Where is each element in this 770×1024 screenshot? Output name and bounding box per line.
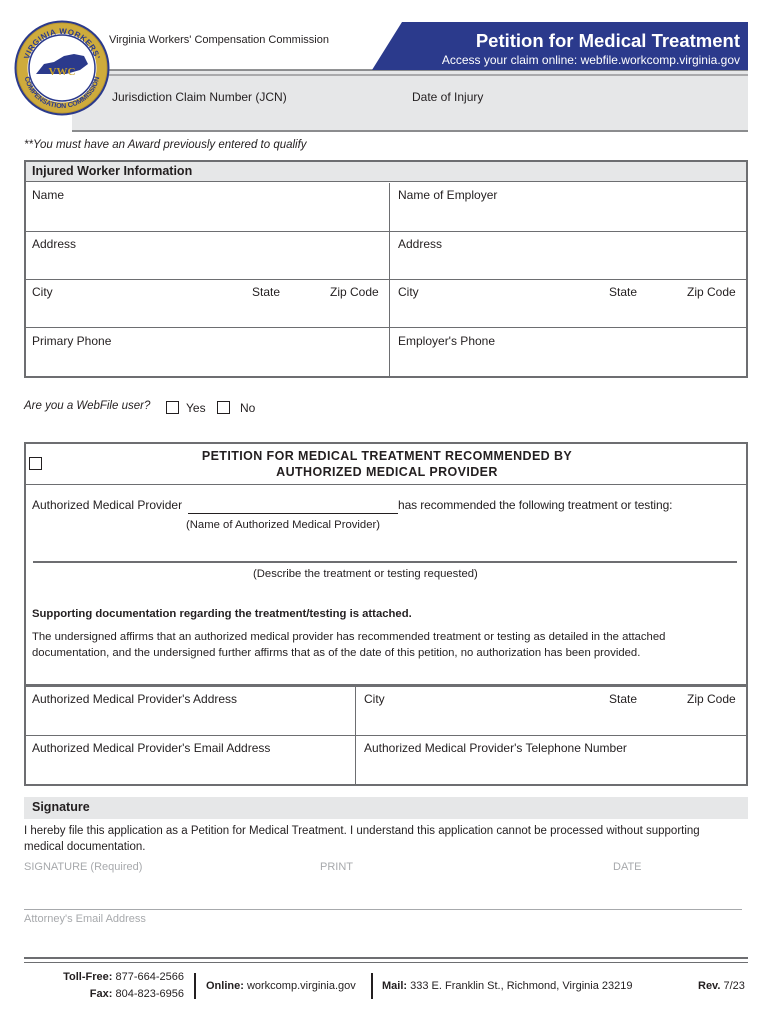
employer-name-field[interactable]: Name of Employer [398,188,498,202]
toll-free-label: Toll-Free: [63,971,113,983]
webfile-yes-label: Yes [186,401,206,415]
toll-free [58,971,184,983]
affirmation-text [32,629,744,661]
online-label: Online: [206,980,244,992]
city-field[interactable]: City [32,285,53,299]
footer-separator [371,973,373,999]
provider-label: Authorized Medical Provider [32,498,183,512]
jcn-field-label[interactable]: Jurisdiction Claim Number (JCN) [112,90,287,104]
affirmation-line1: The undersigned affirms that an authorized medical provider has recommended treatment or testing as detailed in the attached [32,631,666,643]
zip-field[interactable]: Zip Code [330,285,379,299]
supporting-documentation-note: Supporting documentation regarding the treatment/testing is attached. [32,608,412,620]
provider-name-input-line[interactable] [188,513,398,514]
petition-heading-line2: AUTHORIZED MEDICAL PROVIDER [276,465,498,479]
provider-name-caption: (Name of Authorized Medical Provider) [186,519,381,531]
svg-text:COMPENSATION COMMISSION: COMPENSATION COMMISSION [22,75,102,111]
petition-heading-line1: PETITION FOR MEDICAL TREATMENT RECOMMENDED BY [201,449,573,463]
access-online-text[interactable]: Access your claim online: webfile.workcomp.virginia.gov [441,53,740,67]
revision [698,980,745,992]
footer-rule-thin [24,962,748,963]
print-name-field[interactable]: PRINT [320,861,353,873]
mail-label: Mail: [382,980,408,992]
describe-treatment-caption: (Describe the treatment or testing requested) [253,568,478,580]
primary-phone-field[interactable]: Primary Phone [32,334,112,348]
fax-number: 804-823-6956 [115,988,184,1000]
column-divider [389,183,390,377]
row-divider [26,327,746,328]
state-field[interactable]: State [252,285,281,299]
revision-date: 7/23 [723,980,745,992]
treatment-description-input-line[interactable] [33,561,737,563]
signature-statement-line1: I hereby file this application as a Petition for Medical Treatment. I understand this application cannot be processed without supporting [24,825,700,837]
mail [382,980,633,992]
employer-phone-field[interactable]: Employer's Phone [398,334,496,348]
name-field[interactable]: Name [32,188,65,202]
online-link[interactable]: workcomp.virginia.gov [246,980,356,992]
provider-phone-field[interactable]: Authorized Medical Provider's Telephone Number [364,741,627,755]
column-divider [355,687,356,785]
webfile-no-label: No [240,401,256,415]
employer-state-field[interactable]: State [609,285,638,299]
webfile-yes-checkbox[interactable] [166,401,179,414]
employer-city-field[interactable]: City [398,285,419,299]
online [206,980,356,992]
agency-name: Virginia Workers' Compensation Commission [109,34,329,46]
date-of-injury-field-label[interactable]: Date of Injury [412,90,484,104]
provider-city-field[interactable]: City [364,692,385,706]
injured-worker-section [24,160,748,378]
vwc-seal-logo [14,20,110,116]
footer-rule [24,957,748,959]
provider-address-field[interactable]: Authorized Medical Provider's Address [32,692,238,706]
svg-text:VIRGINIA WORKERS': VIRGINIA WORKERS' [22,26,102,61]
affirmation-line2: documentation, and the undersigned further affirms that as of the date of this petition, no authorization has been provided. [32,647,641,659]
provider-zip-field[interactable]: Zip Code [687,692,736,706]
svg-text:VWC: VWC [48,66,76,78]
row-divider [26,735,746,736]
webfile-question: Are you a WebFile user? [24,400,151,412]
injured-worker-heading-bar [26,162,746,182]
toll-free-number[interactable]: 877-664-2566 [115,971,184,983]
mail-address: 333 E. Franklin St., Richmond, Virginia 23219 [410,980,633,992]
employer-zip-field[interactable]: Zip Code [687,285,736,299]
form-title: Petition for Medical Treatment [475,30,740,51]
revision-label: Rev. [698,980,721,992]
attorney-email-field[interactable]: Attorney's Email Address [24,913,146,925]
webfile-no-checkbox[interactable] [217,401,230,414]
petition-heading [150,448,624,480]
date-field[interactable]: DATE [613,861,642,873]
address-field[interactable]: Address [32,237,77,251]
provider-state-field[interactable]: State [609,692,638,706]
signature-statement [24,823,748,855]
injured-worker-heading: Injured Worker Information [32,164,193,178]
signature-statement-line2: medical documentation. [24,841,146,853]
signature-line [24,909,742,910]
signature-heading: Signature [32,800,90,814]
fax [58,988,184,1000]
signature-heading-bar [24,797,748,819]
row-divider [26,231,746,232]
recommended-text: has recommended the following treatment or testing: [398,498,673,512]
signature-field[interactable]: SIGNATURE (Required) [24,861,143,873]
row-divider [26,279,746,280]
petition-checkbox[interactable] [29,457,42,470]
footer-separator [194,973,196,999]
provider-email-field[interactable]: Authorized Medical Provider's Email Address [32,741,271,755]
employer-address-field[interactable]: Address [398,237,443,251]
award-note: **You must have an Award previously entered to qualify [24,139,307,151]
fax-label: Fax: [89,988,113,1000]
petition-heading-divider [26,484,746,485]
